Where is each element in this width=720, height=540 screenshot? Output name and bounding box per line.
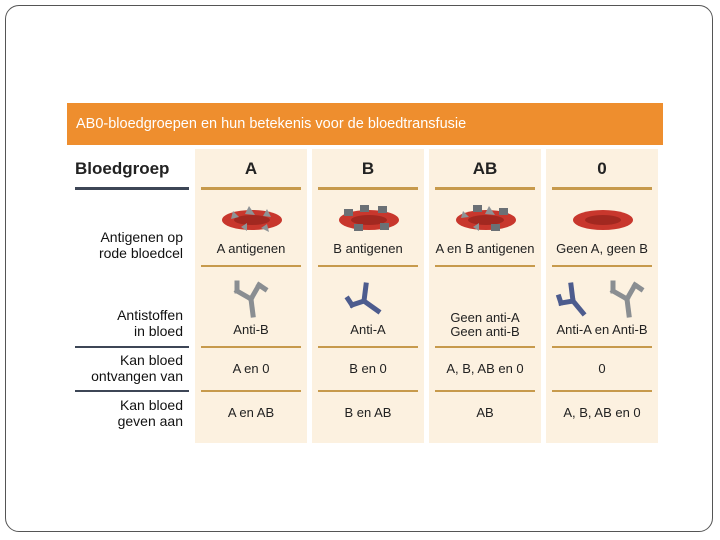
row1-underline-b — [318, 265, 418, 267]
header-divider — [75, 187, 189, 190]
receive-ab: A, B, AB en 0 — [446, 360, 524, 376]
row-label-antigens — [71, 229, 183, 261]
header-col-a: A — [244, 159, 258, 178]
antigens-ab: A en B antigenen — [435, 240, 535, 256]
antibody-anti-b-icon — [229, 279, 269, 319]
antibodies-ab-line2: Geen anti-B — [450, 323, 520, 339]
row2-divider — [75, 346, 189, 348]
red-cell-b-antigens — [336, 203, 402, 237]
header-col-b: B — [361, 159, 375, 178]
give-b: B en AB — [344, 404, 392, 420]
give-ab: AB — [476, 404, 494, 420]
antibodies-a: Anti-B — [233, 321, 269, 337]
antibody-anti-a-icon — [346, 279, 386, 319]
antibody-anti-b-icon-2 — [605, 279, 645, 319]
row-label-antigens-line1: Antigenen op — [100, 229, 183, 245]
receive-a: A en 0 — [232, 360, 270, 376]
row-label-antibodies-line1: Antistoffen — [117, 307, 183, 323]
receive-b: B en 0 — [349, 360, 387, 376]
figure-title: AB0-bloedgroepen en hun betekenis voor de bloedtransfusie — [67, 103, 663, 145]
row-label-antibodies-line2: in bloed — [133, 323, 183, 339]
row1-underline-ab — [435, 265, 535, 267]
antigens-0: Geen A, geen B — [556, 240, 648, 256]
column-ab-bg — [429, 149, 541, 443]
row3-divider — [75, 390, 189, 392]
header-underline-b — [318, 187, 418, 190]
red-cell-ab-antigens — [453, 203, 519, 237]
antigens-b: B antigenen — [333, 240, 403, 256]
row3-underline-0 — [552, 390, 652, 392]
blood-group-table — [67, 103, 663, 443]
row2-underline-b — [318, 346, 418, 348]
antibodies-0: Anti-A en Anti-B — [556, 321, 648, 337]
header-underline-0 — [552, 187, 652, 190]
header-col-ab: AB — [472, 159, 498, 178]
row2-underline-a — [201, 346, 301, 348]
row3-underline-ab — [435, 390, 535, 392]
red-cell-a-antigens — [219, 203, 285, 237]
antibodies-ab-line1: Geen anti-A — [450, 309, 520, 325]
row3-underline-b — [318, 390, 418, 392]
row-label-receive — [71, 352, 183, 384]
antibody-anti-a-icon-2 — [555, 279, 595, 319]
antigens-a: A antigenen — [216, 240, 286, 256]
row-label-give-line1: Kan bloed — [119, 397, 183, 413]
row3-underline-a — [201, 390, 301, 392]
row-label-receive-line1: Kan bloed — [119, 352, 183, 368]
receive-0: 0 — [598, 360, 606, 376]
row-label-antigens-line2: rode bloedcel — [98, 245, 183, 261]
row2-underline-ab — [435, 346, 535, 348]
row1-underline-0 — [552, 265, 652, 267]
antibodies-b: Anti-A — [350, 321, 386, 337]
row-label-antibodies — [71, 307, 183, 339]
row2-underline-0 — [552, 346, 652, 348]
give-0: A, B, AB en 0 — [563, 404, 641, 420]
row1-underline-a — [201, 265, 301, 267]
header-underline-a — [201, 187, 301, 190]
red-cell-0-antigens — [570, 203, 636, 237]
row-label-give — [71, 397, 183, 429]
row-label-give-line2: geven aan — [117, 413, 183, 429]
header-bloedgroep: Bloedgroep — [75, 159, 170, 178]
header-underline-ab — [435, 187, 535, 190]
give-a: A en AB — [227, 404, 275, 420]
header-col-0: 0 — [597, 159, 607, 178]
row-label-receive-line2: ontvangen van — [91, 368, 183, 384]
